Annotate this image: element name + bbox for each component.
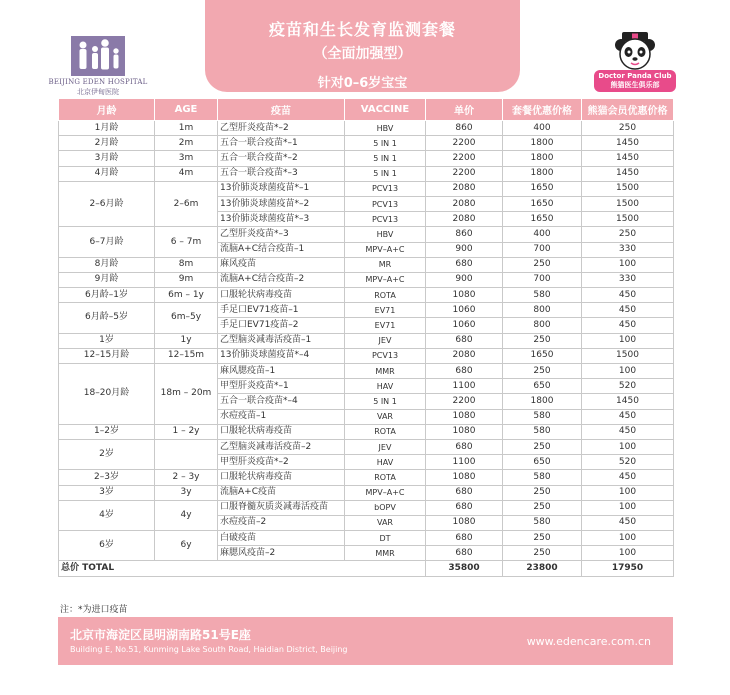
vaccine-name-cell: 13价肺炎球菌疫苗*–3 xyxy=(218,212,345,227)
age-en-cell: 2m xyxy=(155,136,218,151)
vaccine-name-cell: 乙型脑炎减毒活疫苗–2 xyxy=(218,439,345,454)
vaccine-code-cell: MMR xyxy=(345,364,426,379)
vaccine-code-cell: VAR xyxy=(345,409,426,424)
age-cn-cell: 2岁 xyxy=(59,439,155,469)
unit-price-cell: 2080 xyxy=(426,348,503,363)
age-cn-cell: 6月龄–5岁 xyxy=(59,303,155,333)
panda-club-logo xyxy=(594,30,676,92)
vaccine-name-cell: 水痘疫苗–1 xyxy=(218,409,345,424)
total-label: 总价 TOTAL xyxy=(59,561,426,577)
table-row xyxy=(59,272,674,287)
unit-price-cell: 2080 xyxy=(426,196,503,211)
unit-price-cell: 1080 xyxy=(426,288,503,303)
vaccine-code-cell: bOPV xyxy=(345,500,426,515)
unit-price-cell: 680 xyxy=(426,333,503,348)
member-price-cell: 450 xyxy=(582,318,674,333)
vaccine-name-cell: 13价肺炎球菌疫苗*–1 xyxy=(218,181,345,196)
club-name-en: Doctor Panda Club xyxy=(598,72,672,80)
age-cn-cell: 4月龄 xyxy=(59,166,155,181)
vaccine-name-cell: 13价肺炎球菌疫苗*–4 xyxy=(218,348,345,363)
vaccine-code-cell: 5 IN 1 xyxy=(345,394,426,409)
vaccine-code-cell: ROTA xyxy=(345,424,426,439)
age-cn-cell: 3岁 xyxy=(59,485,155,500)
table-row xyxy=(59,288,674,303)
member-price-cell: 100 xyxy=(582,500,674,515)
member-price-cell: 450 xyxy=(582,303,674,318)
unit-price-cell: 680 xyxy=(426,257,503,272)
vaccine-code-cell: HAV xyxy=(345,379,426,394)
vaccine-name-cell: 甲型肝炎疫苗*–1 xyxy=(218,379,345,394)
table-row xyxy=(59,470,674,485)
vaccine-name-cell: 五合一联合疫苗*–3 xyxy=(218,166,345,181)
package-price-cell: 1650 xyxy=(503,212,582,227)
package-price-cell: 1800 xyxy=(503,151,582,166)
vaccine-code-cell: MPV–A+C xyxy=(345,485,426,500)
member-price-cell: 100 xyxy=(582,439,674,454)
unit-price-cell: 680 xyxy=(426,531,503,546)
unit-price-cell: 860 xyxy=(426,227,503,242)
vaccine-name-cell: 麻风腮疫苗–1 xyxy=(218,364,345,379)
member-price-cell: 1450 xyxy=(582,136,674,151)
age-en-cell: 8m xyxy=(155,257,218,272)
package-price-cell: 250 xyxy=(503,439,582,454)
package-price-cell: 580 xyxy=(503,288,582,303)
age-cn-cell: 2–3岁 xyxy=(59,470,155,485)
table-body xyxy=(59,121,674,577)
panda-doctor-icon xyxy=(612,30,658,70)
unit-price-cell: 2080 xyxy=(426,181,503,196)
table-row xyxy=(59,151,674,166)
age-en-cell: 12–15m xyxy=(155,348,218,363)
column-header: AGE xyxy=(155,99,218,121)
age-en-cell: 1 – 2y xyxy=(155,424,218,439)
unit-price-cell: 2080 xyxy=(426,212,503,227)
member-price-cell: 100 xyxy=(582,364,674,379)
member-price-cell: 1500 xyxy=(582,181,674,196)
unit-price-cell: 680 xyxy=(426,500,503,515)
member-price-cell: 450 xyxy=(582,470,674,485)
vaccine-name-cell: 口服脊髓灰质炎减毒活疫苗 xyxy=(218,500,345,515)
package-price-cell: 700 xyxy=(503,242,582,257)
unit-price-cell: 2200 xyxy=(426,136,503,151)
unit-price-cell: 1080 xyxy=(426,409,503,424)
address-cn: 北京市海淀区昆明湖南路51号E座 xyxy=(70,628,251,642)
vaccine-name-cell: 五合一联合疫苗*–2 xyxy=(218,151,345,166)
vaccine-code-cell: PCV13 xyxy=(345,181,426,196)
age-cn-cell: 18–20月龄 xyxy=(59,364,155,425)
vaccine-code-cell: 5 IN 1 xyxy=(345,166,426,181)
vaccine-name-cell: 五合一联合疫苗*–1 xyxy=(218,136,345,151)
vaccine-code-cell: JEV xyxy=(345,439,426,454)
vaccine-code-cell: MPV–A+C xyxy=(345,242,426,257)
vaccine-code-cell: ROTA xyxy=(345,288,426,303)
package-price-cell: 650 xyxy=(503,455,582,470)
age-en-cell: 6m – 1y xyxy=(155,288,218,303)
unit-price-cell: 1080 xyxy=(426,424,503,439)
club-name-cn: 熊猫医生俱乐部 xyxy=(610,81,660,89)
member-price-cell: 100 xyxy=(582,546,674,561)
unit-price-cell: 1100 xyxy=(426,379,503,394)
vaccine-code-cell: HBV xyxy=(345,121,426,136)
member-price-cell: 520 xyxy=(582,379,674,394)
column-header: 套餐优惠价格 xyxy=(503,99,582,121)
package-price-cell: 800 xyxy=(503,303,582,318)
member-price-cell: 1500 xyxy=(582,196,674,211)
vaccine-name-cell: 乙型脑炎减毒活疫苗–1 xyxy=(218,333,345,348)
member-price-cell: 450 xyxy=(582,424,674,439)
member-price-cell: 1500 xyxy=(582,212,674,227)
vaccine-code-cell: MMR xyxy=(345,546,426,561)
table-row xyxy=(59,364,674,379)
table-row xyxy=(59,303,674,318)
vaccine-name-cell: 口服轮状病毒疫苗 xyxy=(218,288,345,303)
package-price-cell: 580 xyxy=(503,515,582,530)
package-price-cell: 400 xyxy=(503,227,582,242)
age-en-cell: 2 – 3y xyxy=(155,470,218,485)
hospital-name-cn: 北京伊甸医院 xyxy=(77,88,119,96)
total-unit-price: 35800 xyxy=(426,561,503,577)
unit-price-cell: 680 xyxy=(426,439,503,454)
table-row xyxy=(59,227,674,242)
age-cn-cell: 2月龄 xyxy=(59,136,155,151)
age-en-cell: 3m xyxy=(155,151,218,166)
age-en-cell: 4y xyxy=(155,500,218,530)
age-cn-cell: 1月龄 xyxy=(59,121,155,136)
unit-price-cell: 1100 xyxy=(426,455,503,470)
vaccine-code-cell: EV71 xyxy=(345,303,426,318)
package-price-cell: 1800 xyxy=(503,136,582,151)
vaccine-name-cell: 手足口EV71疫苗–1 xyxy=(218,303,345,318)
vaccine-code-cell: EV71 xyxy=(345,318,426,333)
age-en-cell: 6y xyxy=(155,531,218,561)
package-price-cell: 250 xyxy=(503,364,582,379)
unit-price-cell: 2200 xyxy=(426,394,503,409)
footer-bar xyxy=(58,617,673,665)
vaccine-table xyxy=(58,98,674,577)
table-row xyxy=(59,485,674,500)
vaccine-name-cell: 麻风疫苗 xyxy=(218,257,345,272)
unit-price-cell: 680 xyxy=(426,485,503,500)
footnote: 注：*为进口疫苗 xyxy=(60,605,128,615)
vaccine-code-cell: HBV xyxy=(345,227,426,242)
package-price-cell: 1650 xyxy=(503,181,582,196)
vaccine-name-cell: 流脑A+C结合疫苗–2 xyxy=(218,272,345,287)
column-header: 熊猫会员优惠价格 xyxy=(582,99,674,121)
unit-price-cell: 900 xyxy=(426,272,503,287)
vaccine-code-cell: 5 IN 1 xyxy=(345,136,426,151)
package-price-cell: 1800 xyxy=(503,166,582,181)
member-price-cell: 100 xyxy=(582,531,674,546)
table-row xyxy=(59,348,674,363)
club-badge xyxy=(594,70,676,92)
address-en: Building E, No.51, Kunming Lake South Road, Haidian District, Beijing xyxy=(70,645,348,654)
vaccine-code-cell: PCV13 xyxy=(345,196,426,211)
vaccine-name-cell: 乙型肝炎疫苗*–2 xyxy=(218,121,345,136)
age-en-cell: 2–6m xyxy=(155,181,218,227)
hospital-name-en: BEIJING EDEN HOSPITAL xyxy=(48,78,148,86)
table-header-row xyxy=(59,99,674,121)
vaccine-name-cell: 水痘疫苗–2 xyxy=(218,515,345,530)
member-price-cell: 1450 xyxy=(582,394,674,409)
table-row xyxy=(59,166,674,181)
member-price-cell: 100 xyxy=(582,257,674,272)
age-cn-cell: 6–7月龄 xyxy=(59,227,155,257)
member-price-cell: 450 xyxy=(582,515,674,530)
member-price-cell: 1450 xyxy=(582,151,674,166)
member-price-cell: 100 xyxy=(582,485,674,500)
vaccine-name-cell: 13价肺炎球菌疫苗*–2 xyxy=(218,196,345,211)
table-row xyxy=(59,439,674,454)
unit-price-cell: 680 xyxy=(426,546,503,561)
table-row xyxy=(59,136,674,151)
unit-price-cell: 1060 xyxy=(426,318,503,333)
vaccine-code-cell: 5 IN 1 xyxy=(345,151,426,166)
package-price-cell: 250 xyxy=(503,333,582,348)
unit-price-cell: 680 xyxy=(426,364,503,379)
vaccine-code-cell: DT xyxy=(345,531,426,546)
package-price-cell: 650 xyxy=(503,379,582,394)
package-price-cell: 250 xyxy=(503,531,582,546)
age-cn-cell: 1岁 xyxy=(59,333,155,348)
page-title: 疫苗和生长发育监测套餐 xyxy=(268,20,456,39)
column-header: 月龄 xyxy=(59,99,155,121)
header-banner xyxy=(205,0,520,92)
age-cn-cell: 6岁 xyxy=(59,531,155,561)
table-row xyxy=(59,424,674,439)
package-price-cell: 250 xyxy=(503,257,582,272)
package-price-cell: 1800 xyxy=(503,394,582,409)
hospital-logo xyxy=(28,36,168,97)
website-link[interactable]: www.edencare.com.cn xyxy=(526,635,651,648)
page-subtitle: （全面加强型） xyxy=(313,46,412,62)
table-row xyxy=(59,531,674,546)
vaccine-name-cell: 乙型肝炎疫苗*–3 xyxy=(218,227,345,242)
age-cn-cell: 1–2岁 xyxy=(59,424,155,439)
vaccine-code-cell: PCV13 xyxy=(345,212,426,227)
age-cn-cell: 8月龄 xyxy=(59,257,155,272)
package-price-cell: 700 xyxy=(503,272,582,287)
age-en-cell: 9m xyxy=(155,272,218,287)
vaccine-name-cell: 甲型肝炎疫苗*–2 xyxy=(218,455,345,470)
unit-price-cell: 1080 xyxy=(426,470,503,485)
package-price-cell: 250 xyxy=(503,546,582,561)
age-en-cell: 18m – 20m xyxy=(155,364,218,425)
age-en-cell: 4m xyxy=(155,166,218,181)
unit-price-cell: 2200 xyxy=(426,166,503,181)
vaccine-code-cell: VAR xyxy=(345,515,426,530)
age-en-cell: 1m xyxy=(155,121,218,136)
age-en-cell: 1y xyxy=(155,333,218,348)
unit-price-cell: 860 xyxy=(426,121,503,136)
member-price-cell: 1500 xyxy=(582,348,674,363)
vaccine-name-cell: 白破疫苗 xyxy=(218,531,345,546)
vaccine-code-cell: HAV xyxy=(345,455,426,470)
table-row xyxy=(59,181,674,196)
age-en-cell: 6m–5y xyxy=(155,303,218,333)
vaccine-name-cell: 口服轮状病毒疫苗 xyxy=(218,470,345,485)
vaccine-name-cell: 流脑A+C疫苗 xyxy=(218,485,345,500)
vaccine-code-cell: MPV–A+C xyxy=(345,272,426,287)
table-row xyxy=(59,500,674,515)
member-price-cell: 450 xyxy=(582,409,674,424)
unit-price-cell: 900 xyxy=(426,242,503,257)
vaccine-code-cell: PCV13 xyxy=(345,348,426,363)
total-package-price: 23800 xyxy=(503,561,582,577)
package-price-cell: 580 xyxy=(503,409,582,424)
age-cn-cell: 9月龄 xyxy=(59,272,155,287)
table-row xyxy=(59,257,674,272)
age-en-cell: 3y xyxy=(155,485,218,500)
package-price-cell: 250 xyxy=(503,500,582,515)
family-figures-icon xyxy=(71,36,125,76)
age-cn-cell: 12–15月龄 xyxy=(59,348,155,363)
vaccine-name-cell: 手足口EV71疫苗–2 xyxy=(218,318,345,333)
vaccine-name-cell: 口服轮状病毒疫苗 xyxy=(218,424,345,439)
vaccine-name-cell: 麻腮风疫苗–2 xyxy=(218,546,345,561)
unit-price-cell: 1060 xyxy=(426,303,503,318)
member-price-cell: 100 xyxy=(582,333,674,348)
package-price-cell: 400 xyxy=(503,121,582,136)
total-row xyxy=(59,561,674,577)
member-price-cell: 250 xyxy=(582,227,674,242)
column-header: 单价 xyxy=(426,99,503,121)
age-en-cell xyxy=(155,439,218,469)
package-price-cell: 580 xyxy=(503,424,582,439)
age-cn-cell: 4岁 xyxy=(59,500,155,530)
package-price-cell: 250 xyxy=(503,485,582,500)
vaccine-name-cell: 五合一联合疫苗*–4 xyxy=(218,394,345,409)
unit-price-cell: 1080 xyxy=(426,515,503,530)
member-price-cell: 250 xyxy=(582,121,674,136)
member-price-cell: 520 xyxy=(582,455,674,470)
package-price-cell: 1650 xyxy=(503,196,582,211)
table-row xyxy=(59,333,674,348)
column-header: 疫苗 xyxy=(218,99,345,121)
age-cn-cell: 2–6月龄 xyxy=(59,181,155,227)
unit-price-cell: 2200 xyxy=(426,151,503,166)
column-header: VACCINE xyxy=(345,99,426,121)
member-price-cell: 450 xyxy=(582,288,674,303)
table-row xyxy=(59,121,674,136)
age-cn-cell: 6月龄–1岁 xyxy=(59,288,155,303)
package-price-cell: 580 xyxy=(503,470,582,485)
vaccine-code-cell: JEV xyxy=(345,333,426,348)
package-price-cell: 1650 xyxy=(503,348,582,363)
vaccine-code-cell: ROTA xyxy=(345,470,426,485)
package-price-cell: 800 xyxy=(503,318,582,333)
target-age: 针对0–6岁宝宝 xyxy=(317,76,408,91)
total-member-price: 17950 xyxy=(582,561,674,577)
vaccine-name-cell: 流脑A+C结合疫苗–1 xyxy=(218,242,345,257)
member-price-cell: 330 xyxy=(582,272,674,287)
age-cn-cell: 3月龄 xyxy=(59,151,155,166)
member-price-cell: 1450 xyxy=(582,166,674,181)
member-price-cell: 330 xyxy=(582,242,674,257)
age-en-cell: 6 – 7m xyxy=(155,227,218,257)
vaccine-code-cell: MR xyxy=(345,257,426,272)
